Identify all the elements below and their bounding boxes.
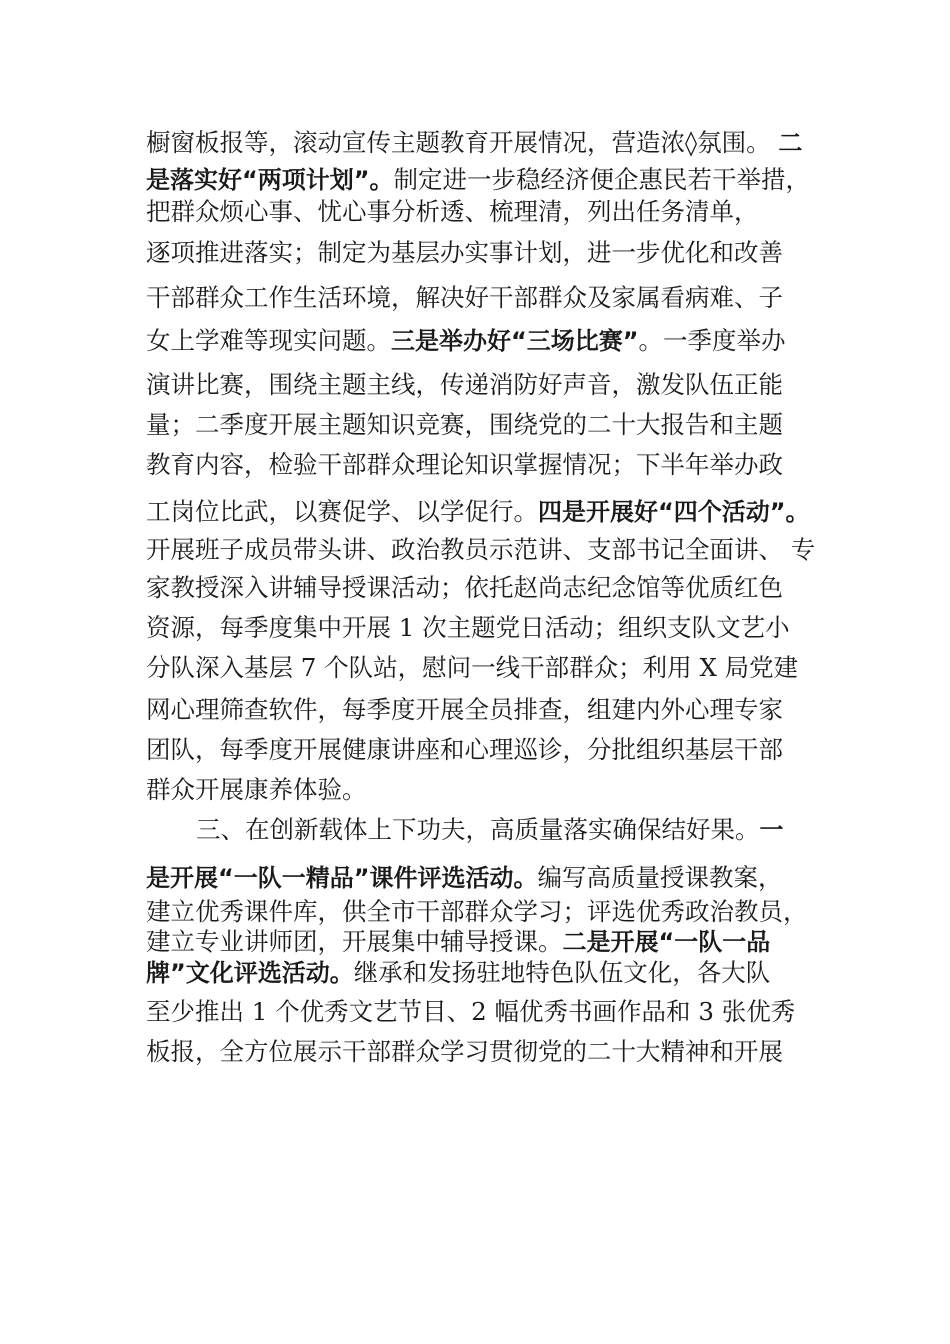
text-segment: 演讲比赛，围绕主题主线，传递消防好声音，激发队伍正能	[146, 370, 783, 399]
text-line	[146, 573, 783, 603]
text-segment: 编写高质量授课教案，	[537, 863, 783, 892]
text-segment: 制定进一步稳经济便企惠民若干举措，	[393, 165, 811, 194]
text-segment: 量；二季度开展主题知识竞赛，围绕党的二十大报告和主题	[146, 410, 783, 439]
bold-phrase: 二	[778, 129, 803, 157]
text-line	[146, 897, 808, 927]
text-segment: 板报，全方位展示干部群众学习贯彻党的二十大精神和开展	[146, 1037, 783, 1066]
text-segment: 团队，每季度开展健康讲座和心理巡诊，分批组织基层干部	[146, 735, 783, 764]
text-segment: 教育内容，检验干部群众理论知识掌握情况；下半年举办政	[146, 450, 783, 479]
text-line	[146, 997, 795, 1027]
text-line	[146, 775, 367, 805]
text-segment: 干部群众工作生活环境，解决好干部群众及家属看病难、子	[146, 283, 783, 312]
text-segment: 把群众烦心事、忧心事分析透、梳理清，列出任务清单，	[146, 197, 759, 226]
text-segment: 网心理筛查软件，每季度开展全员排查，组建内外心理专家	[146, 695, 783, 724]
text-segment: ◊	[685, 128, 698, 157]
text-line	[146, 197, 759, 227]
text-segment: 至少推出 1 个优秀文艺节目、2 幅优秀书画作品和 3 张优秀	[146, 997, 796, 1026]
text-segment: 逐项推进落实；制定为基层办实事计划，进一步优化和改善	[146, 238, 783, 267]
text-segment: 。一季度举办	[638, 326, 786, 355]
text-line	[146, 283, 783, 313]
text-line	[146, 1037, 783, 1067]
text-line	[146, 735, 783, 765]
text-line	[146, 613, 790, 643]
text-segment: 建立专业讲师团，开展集中辅导授课。	[146, 927, 563, 956]
text-line	[146, 165, 810, 195]
text-segment: 氛围。	[697, 128, 779, 157]
text-line	[146, 535, 815, 565]
text-line	[146, 653, 798, 683]
text-line	[146, 326, 786, 356]
text-line	[146, 863, 783, 893]
text-segment: 女上学难等现实问题。	[146, 326, 391, 355]
text-line	[146, 927, 770, 957]
text-segment: 继承和发扬驻地特色队伍文化，各大队	[353, 958, 771, 987]
text-segment: 分队深入基层 7 个队站，慰问一线干部群众；利用 X 局党建	[146, 653, 799, 682]
bold-phrase: 四是开展好“四个活动”。	[538, 498, 810, 526]
text-line	[146, 450, 783, 480]
bold-phrase: 三是举办好“三场比赛”	[391, 327, 639, 355]
text-segment: 建立优秀课件库，供全市干部群众学习；评选优秀政治教员，	[146, 897, 808, 926]
text-line	[146, 370, 783, 400]
text-line	[146, 410, 783, 440]
bold-phrase: 二是开展“一队一品	[562, 928, 771, 956]
text-line	[146, 695, 783, 725]
bold-phrase: 一	[759, 816, 784, 844]
text-segment: 橱窗板报等，滚动宣传主题教育开展情况，营造浓	[146, 128, 685, 157]
text-line	[146, 238, 783, 268]
bold-phrase: 是开展“一队一精品”课件评选活动。	[146, 864, 538, 892]
bold-phrase: 是落实好“两项计划”。	[146, 166, 394, 194]
text-segment: 群众开展康养体验。	[146, 775, 367, 804]
text-segment: 三、在创新载体上下功夫，高质量落实确保结好果。	[196, 815, 760, 844]
bold-phrase: 牌”文化评选活动。	[146, 959, 354, 987]
text-line	[146, 958, 770, 988]
text-segment: 工岗位比武，以赛促学、以学促行。	[146, 497, 538, 526]
text-line	[146, 128, 802, 158]
text-line	[146, 497, 810, 527]
text-segment: 资源，每季度集中开展 1 次主题党日活动；组织支队文艺小	[146, 613, 790, 642]
text-segment: 家教授深入讲辅导授课活动；依托赵尚志纪念馆等优质红色	[146, 573, 783, 602]
text-segment: 开展班子成员带头讲、政治教员示范讲、支部书记全面讲、 专	[146, 535, 816, 564]
text-line	[196, 815, 784, 845]
